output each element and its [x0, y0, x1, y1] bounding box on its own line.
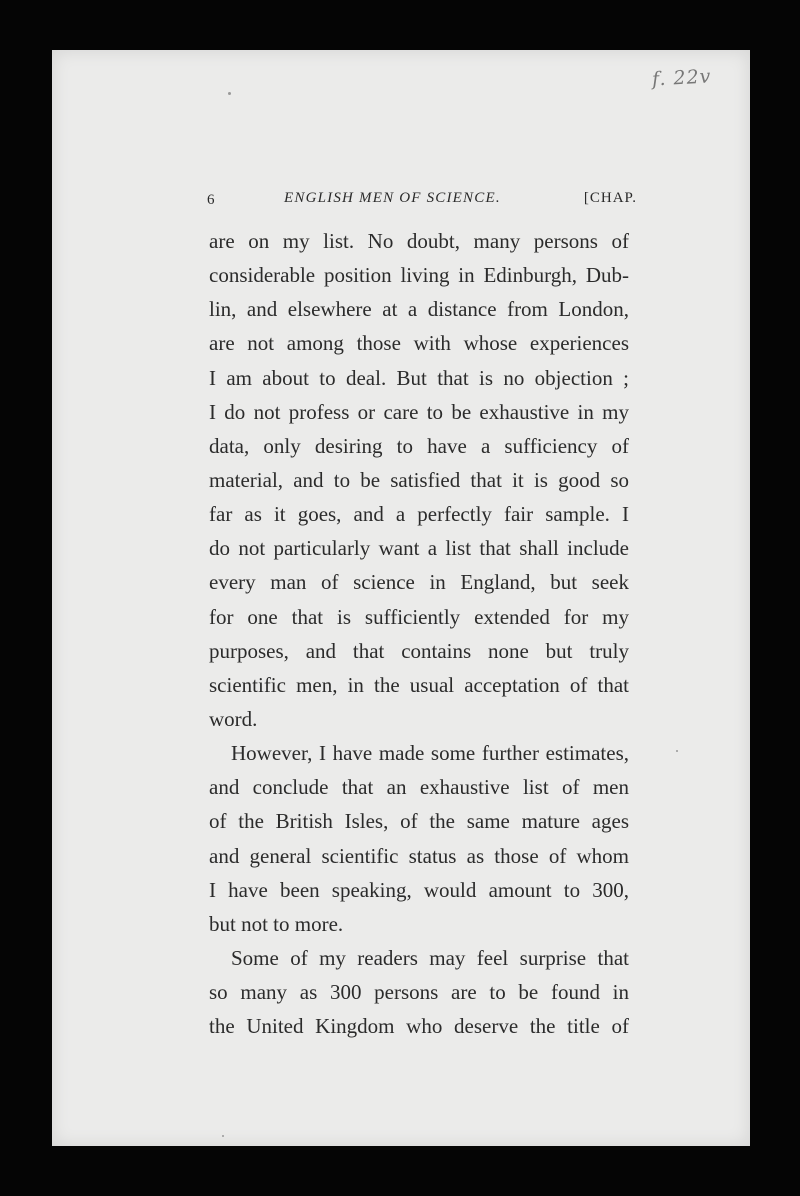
text-line: do not particularly want a list that shall include — [209, 536, 629, 561]
text-line: the United Kingdom who deserve the title of — [209, 1014, 629, 1039]
text-line: every man of science in England, but seek — [209, 570, 629, 595]
text-line: are not among those with whose experiences — [209, 331, 629, 356]
text-line: so many as 300 persons are to be found in — [209, 980, 629, 1005]
paragraph — [209, 941, 629, 1043]
folio-mark: f. 22v — [651, 65, 712, 91]
text-line: I do not profess or care to be exhaustive in my — [209, 399, 629, 424]
text-line: but not to more. — [209, 911, 344, 936]
paragraph — [209, 736, 629, 941]
text-line: lin, and elsewhere at a distance from London, — [209, 297, 629, 322]
paragraph — [209, 224, 629, 736]
running-header — [207, 188, 637, 212]
chapter-marker: [CHAP. — [583, 190, 637, 206]
text-line: are on my list. No doubt, many persons of — [209, 229, 629, 253]
running-title: ENGLISH MEN OF SCIENCE. — [284, 190, 501, 206]
text-line: and conclude that an exhaustive list of men — [209, 775, 629, 800]
text-line: Some of my readers may feel surprise that — [231, 945, 629, 970]
text-line: purposes, and that contains none but truly — [209, 638, 629, 663]
text-line: However, I have made some further estimates, — [231, 741, 629, 766]
text-line: word. — [209, 706, 258, 731]
paper-speck — [676, 750, 678, 752]
text-line: for one that is sufficiently extended for my — [209, 604, 629, 629]
text-line: data, only desiring to have a sufficiency of — [209, 433, 629, 458]
text-line: considerable position living in Edinburgh, Dub- — [209, 263, 629, 288]
text-line: I have been speaking, would amount to 300, — [209, 877, 629, 902]
paper-speck — [222, 1135, 224, 1137]
paper-speck — [228, 92, 231, 95]
text-line: of the British Isles, of the same mature ages — [209, 809, 629, 834]
text-line: and general scientific status as those of whom — [209, 843, 629, 868]
text-line: scientific men, in the usual acceptation of that — [209, 672, 629, 697]
text-line: material, and to be satisfied that it is good so — [209, 467, 629, 492]
body-text — [209, 224, 629, 1043]
text-line: I am about to deal. But that is no objection ; — [209, 365, 629, 390]
page-number: 6 — [207, 192, 215, 208]
text-line: far as it goes, and a perfectly fair sample. I — [209, 502, 629, 527]
